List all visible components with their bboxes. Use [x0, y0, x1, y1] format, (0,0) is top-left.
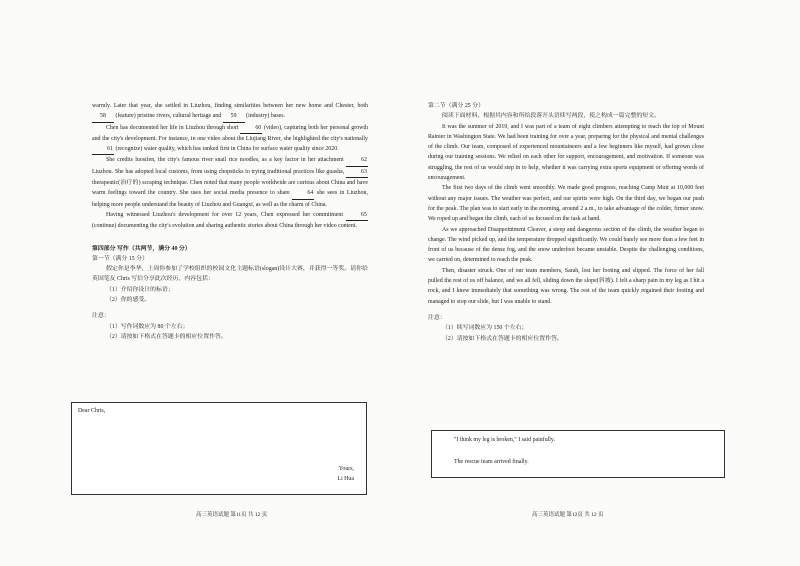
blank-62: 62 — [346, 155, 368, 166]
section-4-heading: 第四部分 写作（共两节，满分 40 分） — [92, 245, 191, 252]
writing-task: 假定你是李华，上周你参加了学校组织的校园文化主题标语(slogan)设计大赛，并获得一等奖。请你给英国笔友 Chris 写信分享此次经历，内容包括： — [92, 266, 368, 283]
continuation-answer-box — [431, 430, 725, 478]
story-paragraph-3: As we approached Disappointment Cleaver, a steep and dangerous section of the climb, the weather began to change. The wind picked up, and the temperature dropped significantly. We could barely see more than a few feet in front of us because of the dense fog, and the snow underfoot became unstable. Despite the challenging conditions, we carried on, determined to reach the peak. — [428, 226, 704, 264]
text: (video), capturing both her personal growth and the city's development. For instance, in one video about the Liujiang River, she highlighted the city's nationally — [92, 124, 368, 142]
text: She credits luosifen, the city's famous river snail rice noodles, as a key factor in her attachment — [106, 157, 344, 164]
blank-61: 61 — [92, 144, 114, 155]
letter-greeting: Dear Chris, — [78, 408, 106, 414]
note-heading: 注意： — [92, 313, 110, 320]
task-point-1: （1）介绍你设计的标语； — [106, 286, 174, 293]
text: Chen has documented her life in Liuzhou through short — [106, 124, 239, 131]
blank-64: 64 — [292, 188, 314, 199]
part-1-heading: 第一节（满分 15 分） — [92, 255, 148, 262]
story-paragraph-1: It was the summer of 2019, and I was part of a team of eight climbers attempting to reach the top of Mount Rainier in Washington State. We had been training for over a year, preparing for the physical and mental challenges of the climb. Our team, composed of experienced mountaineers and a few beginners like myself, had grown close during our training sessions. We relied on each other for support, encouragement, and motivation. If someone was struggling, the rest of us would step in to help, whether it was carrying extra sports equipment or offering words of encouragement. — [428, 123, 704, 182]
right-page — [400, 0, 800, 566]
continuation-opening-1: "I think my leg is broken," I said painfully. — [454, 437, 555, 443]
page-footer: 高三英语试题 第11页 共 12 页 — [196, 512, 268, 518]
text: (industry) bases. — [246, 113, 286, 120]
note-1: （1）写作词数应为 80 个左右； — [106, 323, 189, 330]
letter-closing: Yours, — [338, 466, 354, 472]
blank-60: 60 — [240, 123, 262, 134]
note-2: （2）请按如下格式在答题卡的相应位置作答。 — [442, 335, 563, 342]
paragraph-4 — [92, 210, 368, 232]
text: she sees in Liuzhou, helping more people understand the beauty of Liuzhou and Guangxi, as well as the charm of China. — [92, 190, 368, 208]
letter-signature: Li Hua — [337, 476, 354, 482]
note-1: （1）续写词数应为 150 个左右； — [442, 325, 528, 332]
right-text-column — [428, 101, 704, 344]
page-footer: 高三英语试题 第12页 共 12 页 — [532, 512, 604, 518]
story-paragraph-4: Then, disaster struck. One of our team members, Sarah, lost her footing and slipped. The force of her fall pulled the rest of us off balance, and we all fell, sliding down the slope(斜坡). I felt a sharp pain in my leg as I hit a rock, and I knew immediately that something was wrong. The rest of the team quickly regained their footing and managed to stop our slide, but I was unable to stand. — [428, 267, 704, 305]
blank-59: 59 — [223, 111, 245, 122]
note-heading: 注意： — [428, 314, 446, 321]
blank-65: 65 — [346, 210, 368, 221]
text: (feature) pristine rivers, cultural heritage and — [115, 113, 222, 120]
letter-answer-box — [71, 402, 367, 495]
paragraph-1 — [92, 101, 368, 123]
part-2-heading: 第二节（满分 25 分） — [428, 103, 484, 109]
note-2: （2）请按如下格式在答题卡的相应位置作答。 — [106, 333, 227, 340]
text: therapeutic(治疗的) scraping technique. Chen noted that many people worldwide are curious about China and have warm feelings toward the country. She uses her social media presence to share — [92, 180, 368, 197]
blank-58: 58 — [92, 111, 114, 122]
paragraph-3 — [92, 155, 368, 209]
paragraph-2 — [92, 123, 368, 156]
text: Liuzhou. She has adopted local customs, from using chopsticks to trying traditional practices like guasha, — [92, 168, 345, 175]
task-point-2: （2）你的感受。 — [106, 297, 151, 304]
story-paragraph-2: The first two days of the climb went smoothly. We made good progress, reaching Camp Muir at 10,000 feet without any major issues. The weather was perfect, and our spirits were high. On the third day, we began our push for the peak. The plan was to start early in the morning, around 2 a.m., to take advantage of the colder, firmer snow. We roped up and began the climb, each of us focused on the task at hand. — [428, 185, 704, 223]
text: (continue) documenting the city's evolution and sharing authentic stories about China through her video content. — [92, 223, 357, 230]
text: Having witnessed Liuzhou's development for over 12 years, Chen expressed her commitment — [106, 211, 343, 218]
text: (recognize) water quality, which has ranked first in China for surface water quality since 2020. — [115, 146, 339, 153]
blank-63: 63 — [346, 167, 368, 178]
continuation-task: 阅读下面材料，根据其内容和所给段落开头语续写两段，使之构成一篇完整的短文。 — [442, 113, 660, 120]
continuation-opening-2: The rescue team arrived finally. — [454, 459, 529, 465]
left-text-column — [92, 101, 368, 342]
text: warmly. Later that year, she settled in Liuzhou, finding similarities between her new home and Chester, both — [92, 103, 368, 109]
